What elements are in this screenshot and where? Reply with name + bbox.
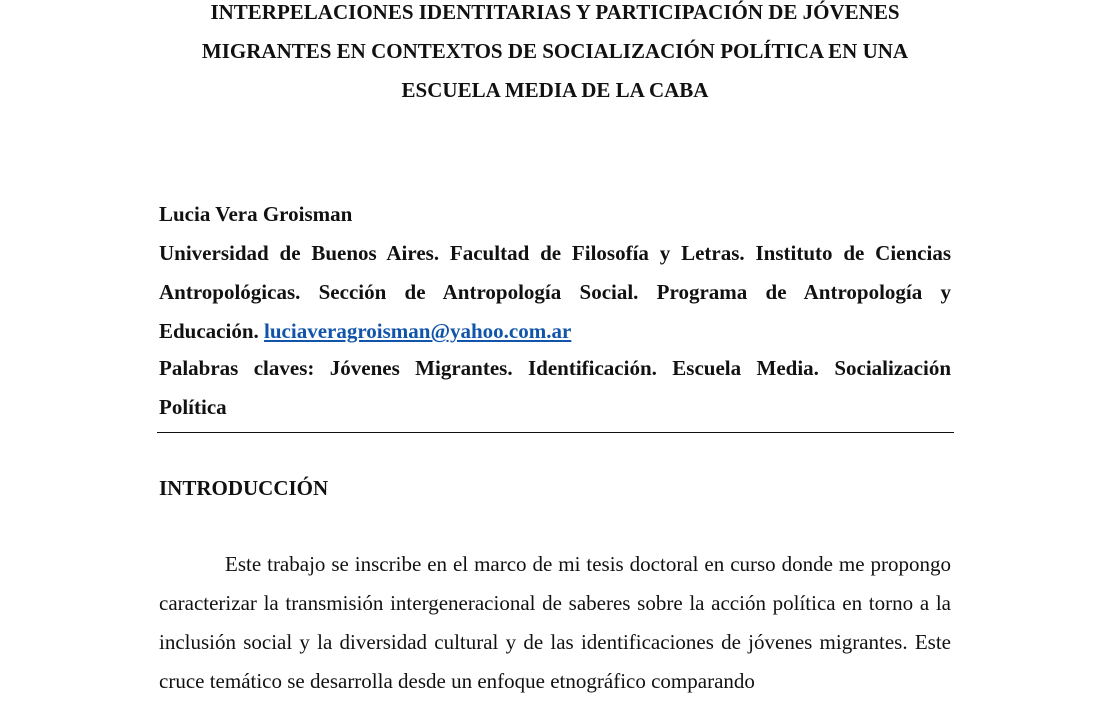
- email-link[interactable]: luciaveragroisman@yahoo.com.ar: [264, 319, 572, 343]
- author-name: Lucia Vera Groisman: [159, 202, 353, 226]
- affiliation-text: Universidad de Buenos Aires. Facultad de Filosofía y Letras. Instituto de Ciencias Antropológicas. Sección de Antropología Social. Programa de Antropología y Educación.: [159, 241, 951, 343]
- horizontal-rule: [157, 432, 954, 433]
- keywords: Palabras claves: Jóvenes Migrantes. Identificación. Escuela Media. Socialización Política: [159, 356, 951, 419]
- title-line: ESCUELA MEDIA DE LA CABA: [401, 78, 709, 102]
- author-affiliation: [159, 234, 951, 351]
- section-heading: INTRODUCCIÓN: [159, 476, 329, 500]
- body-paragraph: Este trabajo se inscribe en el marco de mi tesis doctoral en curso donde me propongo caracterizar la transmisión intergeneracional de saberes sobre la acción política en torno a la inclusión social y la diversidad cultural y de las identificaciones de jóvenes migrantes. Este cruce temático se desarrolla desde un enfoque etnográfico comparando: [159, 552, 951, 693]
- paper-title: [120, 0, 990, 110]
- title-line: MIGRANTES EN CONTEXTOS DE SOCIALIZACIÓN POLÍTICA EN UNA: [201, 39, 909, 63]
- title-line: INTERPELACIONES IDENTITARIAS Y PARTICIPACIÓN DE JÓVENES: [210, 0, 900, 24]
